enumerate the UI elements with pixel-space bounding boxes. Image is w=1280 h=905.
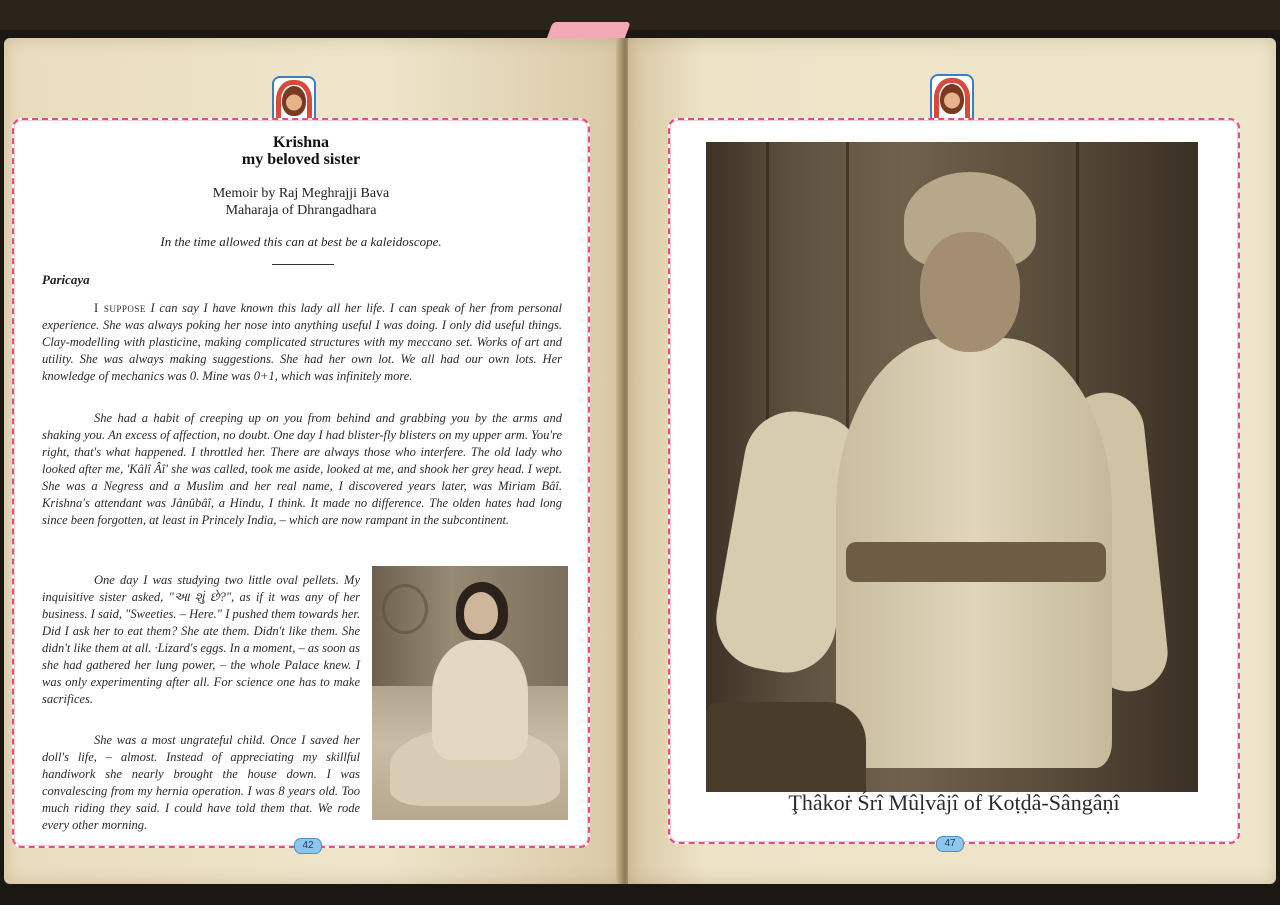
- paragraph-3: One day I was studying two little oval pellets. My inquisitive sister asked, "આ શું છે?", as if it was any of her business. I said, "Sweeties. – Here." I pushed them towards her. Did I ask her to eat them? She ate them. Didn't like them. She didn't like them at all. ·Lizard's eggs. In a moment, – as soon as she had gathered her lung power, – the whole Palace knew. I was only experimenting after all. For science one has to make sacrifices.: [42, 573, 360, 706]
- photo-face: [464, 592, 498, 634]
- photo-body: [432, 640, 528, 760]
- paragraph-4: She was a most ungrateful child. Once I saved her doll's life, – almost. Instead of appreciating my skillful handiwork she nearly brought the house down. I was convalescing from my hernia operation. I was 8 years old. Too much riding they said. I could have told them that. We rode every other morning.: [42, 733, 360, 832]
- face-shape: [282, 86, 306, 116]
- divider-rule: [272, 264, 334, 265]
- left-page: [4, 38, 624, 884]
- section-heading: Paricaya: [42, 272, 90, 287]
- author-title-line: Maharaja of Dhrangadhara: [225, 203, 377, 218]
- face-shape: [940, 84, 964, 114]
- page-number: 42: [294, 838, 322, 854]
- paragraph-2: She had a habit of creeping up on you from behind and grabbing you by the arms and shaking you. An excess of affection, no doubt. One day I had blister-fly blisters on my upper arm. You're right, that's what happened. I throttled her. There are always those who interfere. The old lady who looked after me, 'Kâlî Âî' she was called, took me aside, looked at me, and shook her grey head. I wept. She was a Negress and a Muslim and her real name, I discovered years later, was Miriam Bâî. Krishna's attendant was Jânûbâî, a Hindu, I think. It made no difference. The olden hates had long since been forgotten, at least in Princely India, – which are now rampant in the subcontinent.: [42, 411, 562, 527]
- paragraph-1-lead: I suppose: [94, 301, 146, 315]
- photo-sash: [846, 542, 1106, 582]
- right-page: [628, 38, 1276, 884]
- page-subtitle: my beloved sister: [241, 151, 361, 168]
- page-title: Krishna: [272, 134, 329, 151]
- paragraph-1-text: I can say I have known this lady all her life. I can speak of her from personal experience. She was always poking her nose into anything useful I was doing. I only did useful things. Clay-modelling with plasticine, making complicated structures with my meccano set. Works of art and utility. She was always making suggestions. She had her own lot. We all had our own lots. Her knowledge of mechanics was 0. Mine was 0+1, which was infinitely more.: [42, 301, 562, 383]
- portrait-icon: [930, 74, 974, 124]
- photo-chair: [706, 702, 866, 792]
- photo-face: [920, 232, 1020, 352]
- text-frame: [12, 118, 590, 848]
- photo-girl-seated: [372, 566, 568, 820]
- author-line: Memoir by Raj Meghrajji Bava: [212, 186, 390, 201]
- portrait-photo-thakor: [706, 142, 1198, 792]
- photo-caption: Ţhâkoṙ Śrî Mûḷvâjî of Koṭḍâ-Sângâṇî: [788, 790, 1120, 815]
- page-number: 47: [936, 836, 964, 852]
- paragraph-1: [42, 300, 562, 385]
- epigraph: In the time allowed this can at best be a kaleidoscope.: [160, 234, 442, 249]
- photo-ornament: [382, 584, 428, 634]
- photo-frame: [668, 118, 1240, 844]
